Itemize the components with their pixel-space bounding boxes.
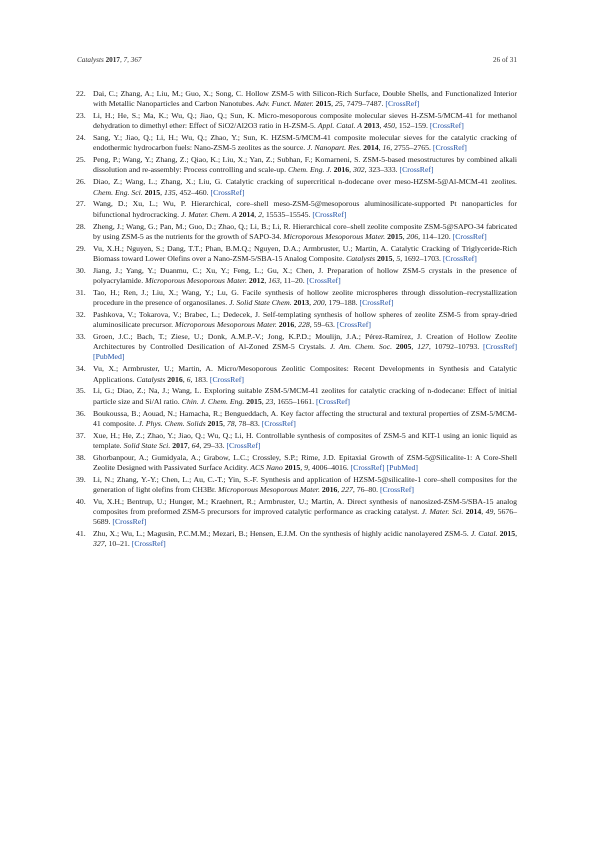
reference-item: 29. Vu, X.H.; Nguyen, S.; Dang, T.T.; Phan, B.M.Q.; Nguyen, D.A.; Armbruster, U.; Martin, A. Catalytic Cracking of Triglyceride-Rich Biomass toward Lower Olefins over a Nano-ZSM-5/SBA-15 Analog Composite. Catalysts 2015, 5, 1692–1703. [CrossRef] xyxy=(76,243,517,263)
reference-year: 2012 xyxy=(248,275,265,285)
reference-item: 35. Li, G.; Diao, Z.; Na, J.; Wang, L. Exploring suitable ZSM-5/MCM-41 zeolites for catalytic cracking of n-dodecane: Effect of initial particle size and Si/Al ratio. Chin. J. Chem. Eng. 2015, 23, 1655–1661. [CrossRef] xyxy=(76,386,517,406)
reference-title: HZSM-5/MCM-41 composite molecular sieves for the catalytic cracking of endothermic hydrocarbon fuels: Nano-ZSM-5 zeolites as the source. xyxy=(93,133,517,153)
reference-pages: 4006–4016. xyxy=(311,462,349,472)
reference-title: Epitaxial Growth of ZSM-5@Silicalite-1: A Core-Shell Zeolite Designed with Passivated Surface Acidity. xyxy=(93,452,517,472)
reference-volume: 302 xyxy=(353,165,365,175)
reference-journal: Microporous Mesoporous Mater. xyxy=(218,485,320,494)
reference-year: 2016 xyxy=(321,485,338,494)
reference-item: 28. Zheng, J.; Wang, G.; Pan, M.; Guo, D.; Zhao, Q.; Li, B.; Li, R. Hierarchical core–shell zeolite composite ZSM-5@SAPO-34 fabricated by using ZSM-5 as the nutrients for the growth of SAPO-34. Microporous Mesoporous Mater. 2015, 206, 114–120. [CrossRef] xyxy=(76,221,517,241)
crossref-link[interactable]: [CrossRef] xyxy=(306,275,341,285)
crossref-link[interactable]: [CrossRef] xyxy=(210,187,245,197)
reference-item: 24. Sang, Y.; Jiao, Q.; Li, H.; Wu, Q.; Zhao, Y.; Sun, K. HZSM-5/MCM-41 composite molecular sieves for the catalytic cracking of endothermic hydrocarbon fuels: Nano-ZSM-5 zeolites as the source. J. Nanopart. Res. 2014, 16, 2755–2765. [CrossRef] xyxy=(76,133,517,153)
reference-number: 23. xyxy=(76,111,86,121)
reference-journal: Microporous Mesoporous Mater. xyxy=(145,275,247,285)
reference-year: 2016 xyxy=(167,374,183,384)
reference-title: Micro/Mesoporous Zeolitic Composites: Recent Developments in Synthesis and Catalytic Applications. xyxy=(93,364,517,384)
reference-volume: 200 xyxy=(313,298,325,308)
reference-authors: Zheng, J.; Wang, G.; Pan, M.; Guo, D.; Zhao, Q.; Li, B.; Li, R. xyxy=(93,221,293,231)
reference-number: 32. xyxy=(76,309,86,319)
crossref-link[interactable]: [CrossRef] xyxy=(442,253,477,263)
crossref-link[interactable]: [CrossRef] xyxy=(359,298,394,308)
reference-number: 33. xyxy=(76,332,86,342)
reference-title: ZSM-5-based mesostructures by combined alkali dissolution and re-assembly: Process controlling and scale-up. xyxy=(93,155,518,175)
reference-year: 2013 xyxy=(293,298,310,308)
reference-title: Hierarchical, core–shell meso-ZSM-5@mesoporous aluminosilicate-supported Pt nanoparticles for bifunctional hydrocracking. xyxy=(93,199,517,219)
reference-volume: 327 xyxy=(93,539,105,549)
reference-pages: 5676–5689. xyxy=(93,507,518,527)
crossref-link[interactable]: [CrossRef] xyxy=(429,121,464,131)
reference-year: 2015 xyxy=(144,187,161,197)
reference-title: Direct synthesis of nanosized-ZSM-5/SBA-15 analog composites from preformed ZSM-5 precursors for improved catalytic performance as cracking catalyst. xyxy=(93,496,518,517)
reference-pages: 76–80. xyxy=(356,485,379,494)
reference-pages: 11–20. xyxy=(283,275,305,285)
reference-item: 39. Li, N.; Zhang, Y.-Y.; Chen, L.; Au, C.-T.; Yin, S.-F. Synthesis and application of HZSM-5@silicalite-1 core–shell composites for the generation of light olefins from CH3Br. Microporous Mesoporous Mater. 2016, 227, 76–80. [CrossRef] xyxy=(76,474,517,494)
reference-authors: Tao, H.; Ren, J.; Liu, X.; Wang, Y.; Lu, G. xyxy=(93,287,243,297)
reference-title: Exploring suitable ZSM-5/MCM-41 zeolites for catalytic cracking of n-dodecane: Effect of initial particle size and Si/Al ratio. xyxy=(93,386,517,406)
reference-journal: ACS Nano xyxy=(250,462,283,472)
reference-authors: Diao, Z.; Wang, L.; Zhang, X.; Liu, G. xyxy=(93,177,226,187)
reference-volume: 228 xyxy=(298,320,310,330)
running-header xyxy=(77,56,517,68)
crossref-link[interactable]: [CrossRef] xyxy=(336,320,371,330)
reference-volume: 16 xyxy=(382,143,391,153)
page-number: 26 of 31 xyxy=(493,56,517,64)
reference-number: 28. xyxy=(76,221,86,231)
reference-authors: Vu, X.H.; Bentrup, U.; Hunger, M.; Kraehnert, R.; Armbruster, U.; Martin, A. xyxy=(93,496,348,506)
reference-item: 26. Diao, Z.; Wang, L.; Zhang, X.; Liu, G. Catalytic cracking of supercritical n-dodecane over meso-HZSM-5@Al-MCM-41 zeolites. Chem. Eng. Sci. 2015, 135, 452–460. [CrossRef] xyxy=(76,177,517,197)
reference-journal: J. Solid State Chem. xyxy=(229,298,292,308)
crossref-link[interactable]: [CrossRef] xyxy=(432,143,467,153)
header-year: 2017 xyxy=(105,56,120,64)
crossref-link[interactable]: [CrossRef] xyxy=(350,462,385,472)
reference-item: 30. Jiang, J.; Yang, Y.; Duanmu, C.; Xu, Y.; Feng, L.; Gu, X.; Chen, J. Preparation of hollow ZSM-5 crystals in the presence of polyacrylamide. Microporous Mesoporous Mater. 2012, 163, 11–20. [CrossRef] xyxy=(76,265,517,285)
header-volume-article: , 7, 367 xyxy=(119,56,142,64)
reference-list xyxy=(77,89,517,551)
reference-pages: 2755–2765. xyxy=(394,143,431,153)
reference-authors: Li, N.; Zhang, Y.-Y.; Chen, L.; Au, C.-T.; Yin, S.-F. xyxy=(93,474,261,484)
reference-item: 31. Tao, H.; Ren, J.; Liu, X.; Wang, Y.; Lu, G. Facile synthesis of hollow zeolite microspheres through dissolution–recrystallization procedure in the presence of organosilanes. J. Solid State Chem. 2013, 200, 179–188. [CrossRef] xyxy=(76,287,517,308)
reference-journal: J. Mater. Chem. A xyxy=(181,209,237,219)
reference-year: 2015 xyxy=(284,462,301,472)
crossref-link[interactable]: [CrossRef] xyxy=(316,396,351,406)
reference-item: 22. Dai, C.; Zhang, A.; Liu, M.; Guo, X.; Song, C. Hollow ZSM-5 with Silicon-Rich Surface, Double Shells, and Functionalized Interior with Metallic Nanoparticles and Carbon Nanotubes. Adv. Funct. Mater. 2015, 25, 7479–7487. [CrossRef] xyxy=(76,89,517,109)
reference-volume: 64 xyxy=(191,440,200,450)
reference-volume: 6 xyxy=(186,374,191,384)
reference-year: 2015 xyxy=(499,529,516,539)
reference-number: 31. xyxy=(76,287,86,297)
pubmed-link[interactable]: [PubMed] xyxy=(386,462,418,472)
reference-title: Controllable synthesis of composites of ZSM-5 and KIT-1 using an ionic liquid as template. xyxy=(93,430,518,450)
reference-pages: 323–333. xyxy=(368,165,398,175)
crossref-link[interactable]: [CrossRef] xyxy=(226,440,261,450)
reference-authors: Pashkova, V.; Tokarova, V.; Brabec, L.; Dedecek, J. xyxy=(93,309,263,319)
reference-number: 25. xyxy=(76,155,86,165)
reference-volume: 25 xyxy=(335,99,343,109)
pubmed-link[interactable]: [PubMed] xyxy=(93,352,125,362)
reference-year: 2015 xyxy=(246,396,262,406)
reference-authors: Xue, H.; He, Z.; Zhao, Y.; Jiao, Q.; Wu, Q.; Li, H. xyxy=(93,430,257,440)
header-citation xyxy=(77,56,142,64)
reference-year: 2014 xyxy=(238,209,255,219)
reference-number: 22. xyxy=(76,89,86,98)
reference-year: 2015 xyxy=(376,253,393,263)
reference-authors: Sang, Y.; Jiao, Q.; Li, H.; Wu, Q.; Zhao, Y.; Sun, K. xyxy=(93,133,272,143)
reference-number: 27. xyxy=(76,199,86,209)
reference-year: 2014 xyxy=(465,507,482,517)
reference-journal: Solid State Sci. xyxy=(123,440,171,450)
reference-number: 41. xyxy=(76,529,86,539)
reference-item: 41. Zhu, X.; Wu, L.; Magusin, P.C.M.M.; Mezari, B.; Hensen, E.J.M. On the synthesis of highly acidic nanolayered ZSM-5. J. Catal. 2015, 327, 10–21. [CrossRef] xyxy=(76,529,517,549)
reference-authors: Zhu, X.; Wu, L.; Magusin, P.C.M.M.; Mezari, B.; Hensen, E.J.M. xyxy=(93,529,300,539)
crossref-link[interactable]: [CrossRef] xyxy=(209,374,244,384)
reference-authors: Jiang, J.; Yang, Y.; Duanmu, C.; Xu, Y.; Feng, L.; Gu, X.; Chen, J. xyxy=(93,265,328,275)
reference-pages: 78–83. xyxy=(238,418,260,428)
crossref-link[interactable]: [CrossRef] xyxy=(399,165,434,175)
reference-title: Facile synthesis of hollow zeolite microspheres through dissolution–recrystallization procedure in the presence of organosilanes. xyxy=(93,287,517,308)
reference-pages: 1692–1703. xyxy=(404,253,441,263)
reference-journal: Adv. Funct. Mater. xyxy=(256,99,314,109)
reference-pages: 179–188. xyxy=(328,298,358,308)
reference-year: 2015 xyxy=(315,99,332,109)
reference-number: 34. xyxy=(76,364,86,374)
reference-item: 34. Vu, X.; Armbruster, U.; Martin, A. Micro/Mesoporous Zeolitic Composites: Recent Developments in Synthesis and Catalytic Applications. Catalysts 2016, 6, 183. [CrossRef] xyxy=(76,364,517,384)
crossref-link[interactable]: [CrossRef] xyxy=(385,99,420,109)
reference-pages: 152–159. xyxy=(398,121,428,131)
reference-volume: 9 xyxy=(304,462,308,472)
reference-pages: 452–460. xyxy=(179,187,209,197)
crossref-link[interactable]: [CrossRef] xyxy=(379,485,414,494)
reference-item: 32. Pashkova, V.; Tokarova, V.; Brabec, L.; Dedecek, J. Self-templating synthesis of hollow spheres of zeolite ZSM-5 from spray-dried aluminosilicate precursor. Microporous Mesoporous Mater. 2016, 228, 59–63. [CrossRef] xyxy=(76,309,517,330)
reference-volume: 135 xyxy=(164,187,176,197)
reference-item: 25. Peng, P.; Wang, Y.; Zhang, Z.; Qiao, K.; Liu, X.; Yan, Z.; Subhan, F.; Komarneni, S. ZSM-5-based mesostructures by combined alkali dissolution and re-assembly: Process controlling and scale-up. Chem. Eng. J. 2016, 302, 323–333. [CrossRef] xyxy=(76,155,518,175)
reference-pages: 15535–15545. xyxy=(265,209,311,219)
reference-number: 38. xyxy=(76,452,86,462)
reference-journal: J. Phys. Chem. Solids xyxy=(138,418,206,428)
crossref-link[interactable]: [CrossRef] xyxy=(312,209,347,219)
crossref-link[interactable]: [CrossRef] xyxy=(131,539,166,549)
reference-authors: Vu, X.; Armbruster, U.; Martin, A. xyxy=(93,364,218,374)
reference-pages: 10792–10793. xyxy=(434,342,480,352)
reference-volume: 227 xyxy=(341,485,353,494)
reference-volume: 450 xyxy=(383,121,395,131)
crossref-link[interactable]: [CrossRef] xyxy=(112,517,147,527)
reference-year: 2005 xyxy=(395,342,412,352)
reference-year: 2016 xyxy=(278,320,295,330)
reference-number: 26. xyxy=(76,177,86,187)
reference-journal: Chin. J. Chem. Eng. xyxy=(181,396,245,406)
reference-journal: J. Catal. xyxy=(470,529,498,539)
reference-number: 37. xyxy=(76,430,86,440)
reference-volume: 5 xyxy=(396,253,401,263)
reference-authors: Groen, J.C.; Bach, T.; Ziese, U.; Donk, A.M.P.-V.; Jong, K.P.D.; Moulijn, J.A.; Pérez-Ramírez, J. xyxy=(93,332,427,342)
reference-volume: 2 xyxy=(258,209,263,219)
reference-journal: Microporous Mesoporous Mater. xyxy=(175,320,277,330)
reference-volume: 206 xyxy=(406,231,419,241)
reference-authors: Dai, C.; Zhang, A.; Liu, M.; Guo, X.; Song, C. xyxy=(93,89,246,98)
reference-item: 33. Groen, J.C.; Bach, T.; Ziese, U.; Donk, A.M.P.-V.; Jong, K.P.D.; Moulijn, J.A.; Pérez-Ramírez, J. Creation of Hollow Zeolite Architectures by Controlled Desilication of Al-Zoned ZSM-5 Crystals. J. Am. Chem. Soc. 2005, 127, 10792–10793. [CrossRef] [PubMed] xyxy=(76,332,518,362)
reference-journal: Catalysts xyxy=(346,253,375,263)
reference-pages: 29–33. xyxy=(203,440,225,450)
reference-volume: 127 xyxy=(417,342,429,352)
reference-pages: 10–21. xyxy=(108,539,130,549)
reference-year: 2015 xyxy=(387,231,403,241)
reference-pages: 59–63. xyxy=(313,320,335,330)
reference-title: Hierarchical core–shell zeolite composite ZSM-5@SAPO-34 fabricated by using ZSM-5 as the nutrients for the growth of SAPO-34. xyxy=(93,221,517,241)
reference-title: Self-templating synthesis of hollow spheres of zeolite ZSM-5 from spray-dried aluminosilicate precursor. xyxy=(93,309,517,330)
reference-volume: 163 xyxy=(268,275,280,285)
reference-title: Catalytic Cracking of Triglyceride-Rich Biomass toward Lower Olefins over a Nano-ZSM-5/SBA-15 Analog Composite. xyxy=(93,243,517,263)
reference-number: 35. xyxy=(76,386,86,396)
reference-number: 40. xyxy=(76,496,86,506)
reference-volume: 78 xyxy=(226,418,235,428)
reference-year: 2014 xyxy=(363,143,379,153)
reference-authors: Li, G.; Diao, Z.; Na, J.; Wang, L. xyxy=(93,386,205,396)
reference-title: Catalytic cracking of supercritical n-dodecane over meso-HZSM-5@Al-MCM-41 zeolites. xyxy=(225,177,517,187)
reference-title: Synthesis and application of HZSM-5@silicalite-1 core–shell composites for the generation of light olefins from CH3Br. xyxy=(93,474,517,494)
reference-year: 2017 xyxy=(172,440,188,450)
reference-title: Key factor affecting the structural and textural properties of ZSM-5/MCM-41 composite. xyxy=(93,408,517,428)
reference-journal: Catalysts xyxy=(136,374,166,384)
reference-number: 30. xyxy=(76,265,86,275)
reference-volume: 49 xyxy=(485,507,494,517)
reference-authors: Boukoussa, B.; Aouad, N.; Hamacha, R.; Bengueddach, A. xyxy=(93,408,281,418)
reference-title: Hollow ZSM-5 with Silicon-Rich Surface, Double Shells, and Functionalized Interior with Metallic Nanoparticles and Carbon Nanotubes. xyxy=(93,89,517,109)
crossref-link[interactable]: [CrossRef] xyxy=(483,342,518,352)
reference-pages: 7479–7487. xyxy=(346,99,384,109)
reference-number: 24. xyxy=(76,133,86,143)
reference-pages: 183. xyxy=(194,374,208,384)
reference-title: On the synthesis of highly acidic nanolayered ZSM-5. xyxy=(299,529,471,539)
reference-title: Creation of Hollow Zeolite Architectures by Controlled Desilication of Al-Zoned ZSM-5 Crystals. xyxy=(93,332,518,352)
reference-title: Preparation of hollow ZSM-5 crystals in the presence of polyacrylamide. xyxy=(93,265,517,285)
reference-number: 29. xyxy=(76,243,86,253)
reference-item: 27. Wang, D.; Xu, L.; Wu, P. Hierarchical, core–shell meso-ZSM-5@mesoporous aluminosilicate-supported Pt nanoparticles for bifunctional hydrocracking. J. Mater. Chem. A 2014, 2, 15535–15545. [CrossRef] xyxy=(76,199,517,219)
reference-item: 38. Ghorbanpour, A.; Gumidyala, A.; Grabow, L.C.; Crossley, S.P.; Rime, J.D. Epitaxial Growth of ZSM-5@Silicalite-1: A Core-Shell Zeolite Designed with Passivated Surface Acidity. ACS Nano 2015, 9, 4006–4016. [CrossRef] [PubMed] xyxy=(76,452,517,472)
reference-pages: 114–120. xyxy=(421,231,451,241)
reference-authors: Vu, X.H.; Nguyen, S.; Dang, T.T.; Phan, B.M.Q.; Nguyen, D.A.; Armbruster, U.; Martin, A. xyxy=(93,243,391,253)
crossref-link[interactable]: [CrossRef] xyxy=(452,231,487,241)
reference-title: Micro-mesoporous composite molecular sieves H-ZSM-5/MCM-41 for methanol dehydration to dimethyl ether: Effect of SiO2/Al2O3 ratio in H-ZSM-5. xyxy=(93,111,517,131)
reference-item: 37. Xue, H.; He, Z.; Zhao, Y.; Jiao, Q.; Wu, Q.; Li, H. Controllable synthesis of composites of ZSM-5 and KIT-1 using an ionic liquid as template. Solid State Sci. 2017, 64, 29–33. [CrossRef] xyxy=(76,430,518,450)
reference-journal: J. Am. Chem. Soc. xyxy=(329,342,393,352)
reference-journal: Chem. Eng. J. xyxy=(288,165,332,175)
reference-authors: Ghorbanpour, A.; Gumidyala, A.; Grabow, L.C.; Crossley, S.P.; Rime, J.D. xyxy=(93,452,339,462)
reference-year: 2013 xyxy=(363,121,380,131)
reference-authors: Peng, P.; Wang, Y.; Zhang, Z.; Qiao, K.; Liu, X.; Yan, Z.; Subhan, F.; Komarneni, S. xyxy=(93,155,363,165)
reference-journal: Appl. Catal. A xyxy=(317,121,362,131)
reference-item: 36. Boukoussa, B.; Aouad, N.; Hamacha, R.; Bengueddach, A. Key factor affecting the structural and textural properties of ZSM-5/MCM-41 composite. J. Phys. Chem. Solids 2015, 78, 78–83. [CrossRef] xyxy=(76,408,517,428)
reference-pages: 1655–1661. xyxy=(277,396,315,406)
reference-year: 2015 xyxy=(207,418,224,428)
reference-journal: J. Mater. Sci. xyxy=(421,507,464,517)
header-journal-name: Catalysts xyxy=(77,56,104,64)
reference-authors: Wang, D.; Xu, L.; Wu, P. xyxy=(93,199,192,209)
reference-item: 40. Vu, X.H.; Bentrup, U.; Hunger, M.; Kraehnert, R.; Armbruster, U.; Martin, A. Direct synthesis of nanosized-ZSM-5/SBA-15 analog composites from preformed ZSM-5 precursors for improved catalytic performance as cracking catalyst. J. Mater. Sci. 2014, 49, 5676–5689. [CrossRef] xyxy=(76,496,518,527)
reference-journal: Microporous Mesoporous Mater. xyxy=(283,231,386,241)
crossref-link[interactable]: [CrossRef] xyxy=(261,418,296,428)
reference-item: 23. Li, H.; He, S.; Ma, K.; Wu, Q.; Jiao, Q.; Sun, K. Micro-mesoporous composite molecular sieves H-ZSM-5/MCM-41 for methanol dehydration to dimethyl ether: Effect of SiO2/Al2O3 ratio in H-ZSM-5. Appl. Catal. A 2013, 450, 152–159. [CrossRef] xyxy=(76,111,517,131)
reference-year: 2016 xyxy=(333,165,350,175)
reference-journal: J. Nanopart. Res. xyxy=(307,143,362,153)
reference-number: 36. xyxy=(76,408,86,418)
reference-authors: Li, H.; He, S.; Ma, K.; Wu, Q.; Jiao, Q.; Sun, K. xyxy=(93,111,258,121)
reference-number: 39. xyxy=(76,474,86,484)
reference-journal: Chem. Eng. Sci. xyxy=(93,187,143,197)
reference-volume: 23 xyxy=(265,396,274,406)
